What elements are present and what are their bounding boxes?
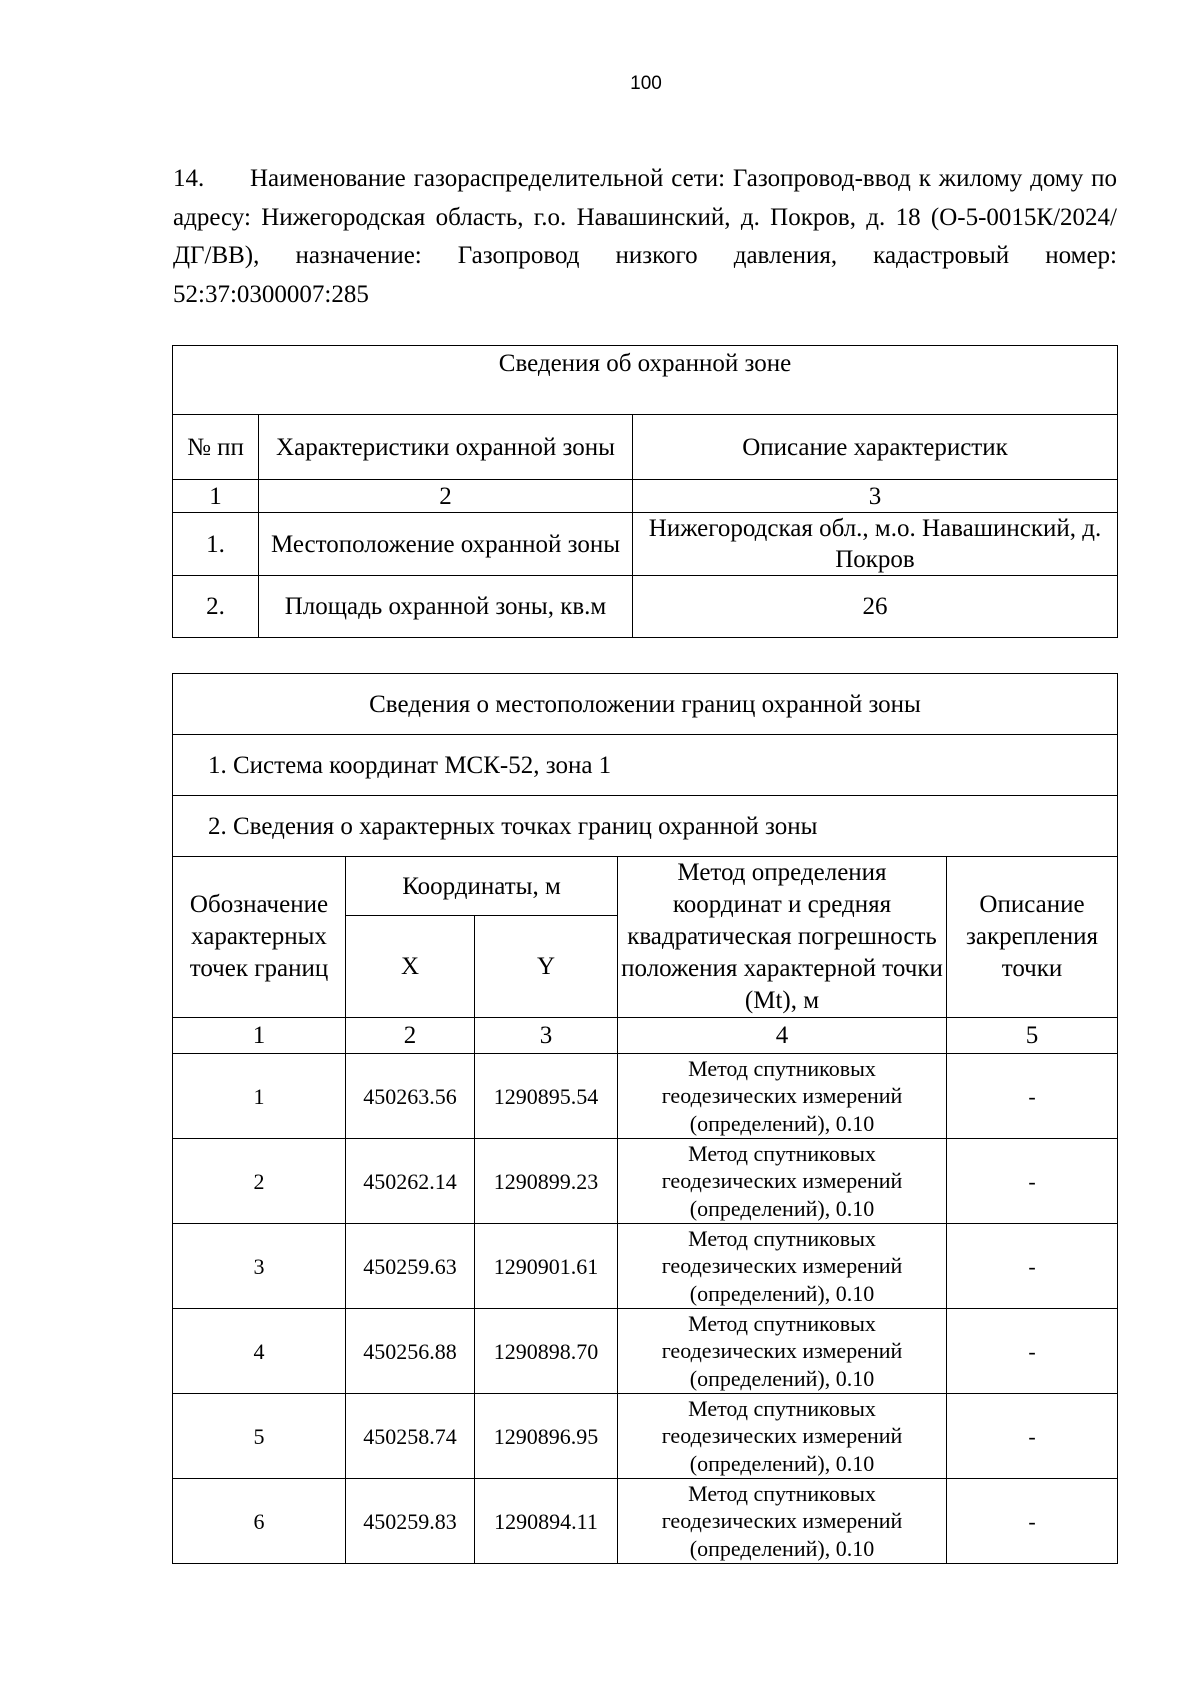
- point-id: 3: [173, 1224, 346, 1309]
- point-fixing: -: [947, 1309, 1118, 1394]
- point-fixing: -: [947, 1394, 1118, 1479]
- point-x: 450263.56: [346, 1054, 475, 1139]
- point-row: [173, 1394, 1118, 1479]
- header-coordinates: Координаты, м: [346, 857, 618, 916]
- row-characteristic: Площадь охранной зоны, кв.м: [259, 576, 633, 638]
- point-y: 1290901.61: [475, 1224, 618, 1309]
- protection-zone-table: [172, 345, 1118, 638]
- column-index: 1: [173, 480, 259, 513]
- point-y: 1290898.70: [475, 1309, 618, 1394]
- section-number: 14.: [173, 165, 205, 192]
- row-number: 2.: [173, 576, 259, 638]
- point-row: [173, 1309, 1118, 1394]
- point-id: 4: [173, 1309, 346, 1394]
- point-row: [173, 1224, 1118, 1309]
- column-index: 3: [633, 480, 1118, 513]
- header-x: X: [346, 916, 475, 1018]
- header-designation: Обозначение характерных точек границ: [173, 857, 346, 1018]
- point-x: 450259.63: [346, 1224, 475, 1309]
- point-id: 6: [173, 1479, 346, 1564]
- point-x: 450259.83: [346, 1479, 475, 1564]
- column-index: 2: [259, 480, 633, 513]
- points-section-title: 2. Сведения о характерных точках границ охранной зоны: [173, 796, 1118, 857]
- table-row: [173, 513, 1118, 576]
- point-method: Метод спутниковых геодезических измерений (определений), 0.10: [618, 1224, 947, 1309]
- header-characteristics: Характеристики охранной зоны: [259, 415, 633, 480]
- point-y: 1290896.95: [475, 1394, 618, 1479]
- coords-table-title: Сведения о местоположении границ охранной зоны: [173, 674, 1118, 735]
- page-number: 100: [630, 73, 662, 94]
- point-row: [173, 1479, 1118, 1564]
- row-characteristic: Местоположение охранной зоны: [259, 513, 633, 576]
- row-value: Нижегородская обл., м.о. Навашинский, д. Покров: [633, 513, 1118, 576]
- coordinate-system: 1. Система координат МСК-52, зона 1: [173, 735, 1118, 796]
- boundary-coordinates-table: [172, 673, 1118, 1564]
- point-y: 1290899.23: [475, 1139, 618, 1224]
- point-method: Метод спутниковых геодезических измерений (определений), 0.10: [618, 1139, 947, 1224]
- zone-table-caption: Сведения об охранной зоне: [173, 346, 1118, 415]
- row-value: 26: [633, 576, 1118, 638]
- header-description: Описание характеристик: [633, 415, 1118, 480]
- point-row: [173, 1054, 1118, 1139]
- network-description-text: Наименование газораспределительной сети: Газопровод-ввод к жилому дому по адресу: Нижегородская область, г.о. Навашинский, д. Покров, д. 18 (О-5-0015К/2024/ДГ/ВВ), назначение: Газопровод низкого давления, кадастровый номер: 52:37:0300007:285: [173, 165, 1117, 308]
- column-index: 4: [618, 1018, 947, 1054]
- point-x: 450262.14: [346, 1139, 475, 1224]
- header-y: Y: [475, 916, 618, 1018]
- column-index: 5: [947, 1018, 1118, 1054]
- column-index: 3: [475, 1018, 618, 1054]
- point-x: 450258.74: [346, 1394, 475, 1479]
- point-y: 1290895.54: [475, 1054, 618, 1139]
- point-fixing: -: [947, 1224, 1118, 1309]
- header-fixing: Описание закрепления точки: [947, 857, 1118, 1018]
- point-fixing: -: [947, 1054, 1118, 1139]
- point-id: 5: [173, 1394, 346, 1479]
- network-description: [173, 160, 1117, 314]
- point-method: Метод спутниковых геодезических измерений (определений), 0.10: [618, 1479, 947, 1564]
- point-id: 1: [173, 1054, 346, 1139]
- point-fixing: -: [947, 1139, 1118, 1224]
- point-row: [173, 1139, 1118, 1224]
- column-index: 2: [346, 1018, 475, 1054]
- header-number: № пп: [173, 415, 259, 480]
- point-method: Метод спутниковых геодезических измерений (определений), 0.10: [618, 1394, 947, 1479]
- header-method: Метод определения координат и средняя квадратическая погрешность положения характерной точки (Mt), м: [618, 857, 947, 1018]
- row-number: 1.: [173, 513, 259, 576]
- column-index: 1: [173, 1018, 346, 1054]
- point-method: Метод спутниковых геодезических измерений (определений), 0.10: [618, 1309, 947, 1394]
- point-id: 2: [173, 1139, 346, 1224]
- point-x: 450256.88: [346, 1309, 475, 1394]
- point-method: Метод спутниковых геодезических измерений (определений), 0.10: [618, 1054, 947, 1139]
- table-row: [173, 576, 1118, 638]
- point-fixing: -: [947, 1479, 1118, 1564]
- point-y: 1290894.11: [475, 1479, 618, 1564]
